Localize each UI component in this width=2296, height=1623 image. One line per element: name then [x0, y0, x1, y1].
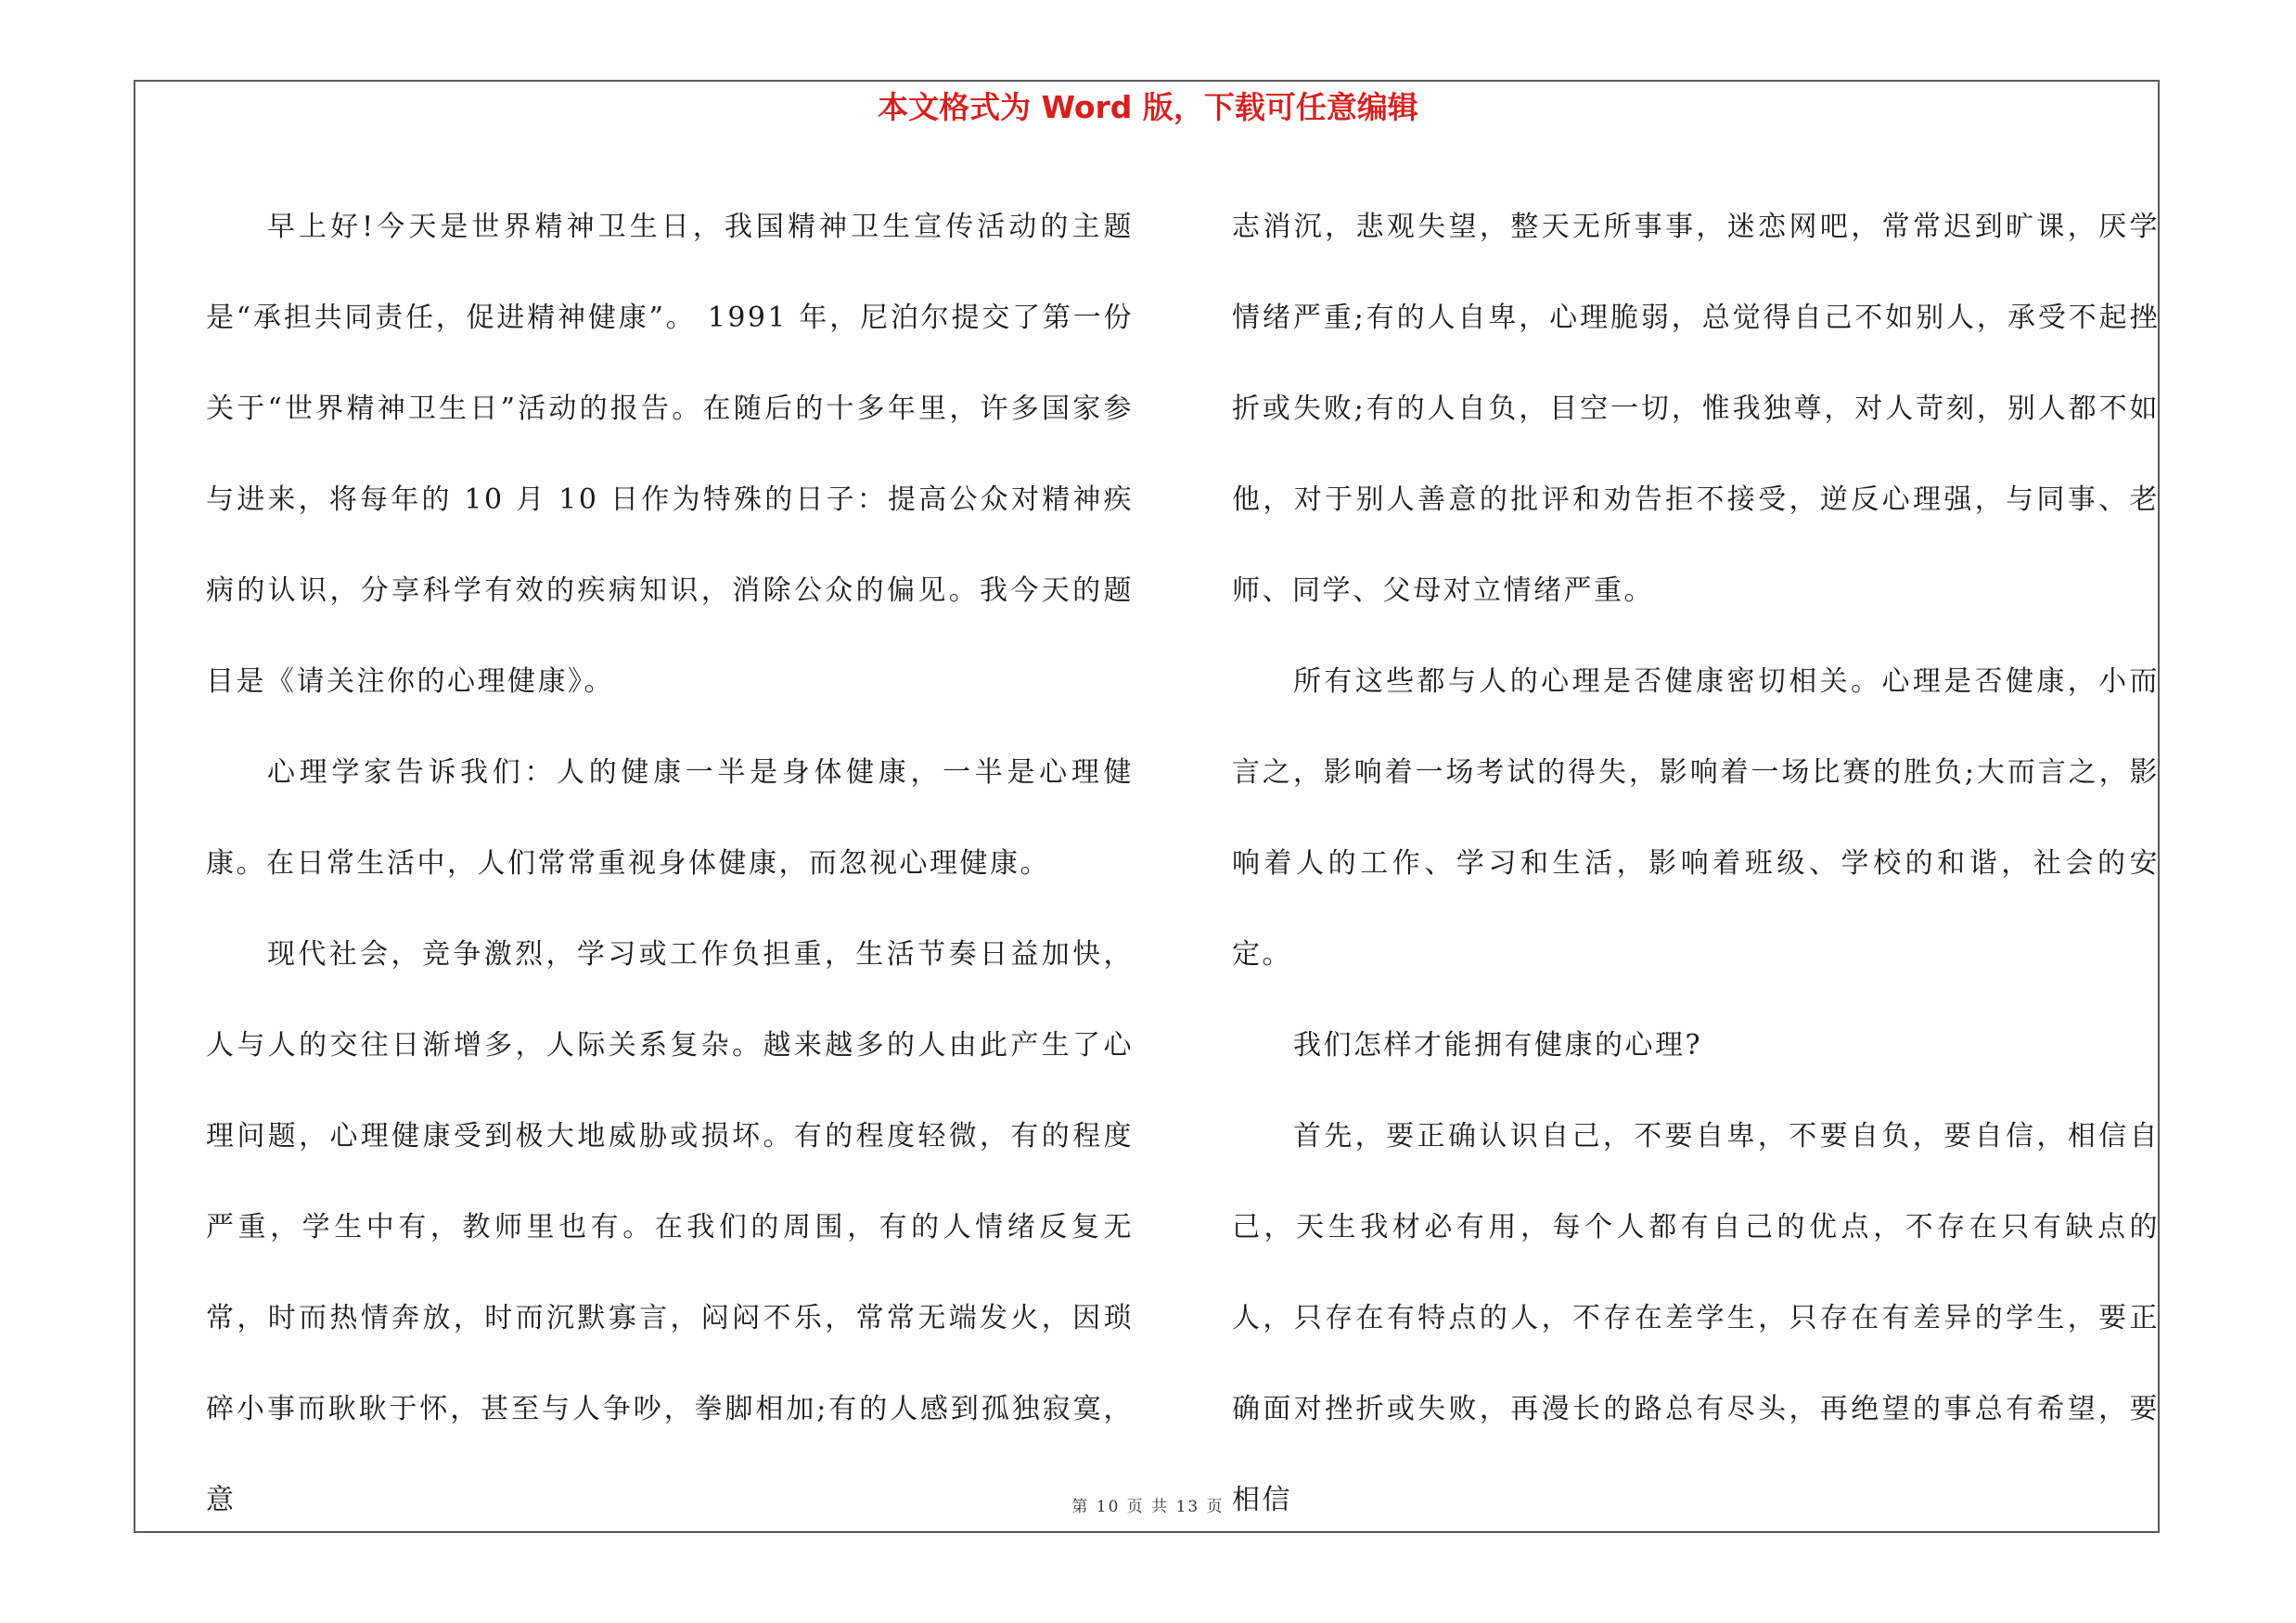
- text-line: 言之，影响着一场考试的得失，影响着一场比赛的胜负;大而言之，: [1232, 756, 2130, 789]
- paragraph-6: [1232, 1091, 2160, 1546]
- text-line: 影响着人的工作、学习和生活，影响着班级、学校的和谐，社会的安: [1232, 756, 2160, 880]
- text-line: 首先，要正确认识自己，不要自卑，不要自负，要自信，相信自: [1293, 1120, 2160, 1153]
- text-line: 是“承担共同责任，促进精神健康”。 1991 年，尼泊尔提交了第一: [206, 302, 1104, 334]
- page-number: 第 10 页 共 13 页: [1071, 1498, 1225, 1516]
- text-line: 人与人的交往日渐增多，人际关系复杂。越来越多的人由此产生了心: [206, 1029, 1134, 1062]
- text-line: 现代社会，竞争激烈，学习或工作负担重，生活节奏日益加快，: [267, 938, 1134, 971]
- text-line: 题目是《请关注你的心理健康》。: [206, 574, 1134, 698]
- text-line: 家参与进来，将每年的 10 月 10 日作为特殊的日子：提高公众对精神: [206, 393, 1134, 516]
- word-format-banner: 本文格式为 Word 版，下载可任意编辑: [878, 89, 1418, 125]
- text-line: 只存在有特点的人，不存在差学生，只存在有差异的学生，要正确面: [1232, 1302, 2161, 1425]
- paragraph-4: [1232, 637, 2160, 1000]
- left-column: [206, 182, 1134, 1546]
- text-line: 不如他，对于别人善意的批评和劝告拒不接受，逆反心理强，与同事、: [1232, 393, 2161, 516]
- text-line: 份关于“世界精神卫生日”活动的报告。在随后的十多年里，许多国: [206, 302, 1134, 425]
- text-line: 在日常生活中，人们常常重视身体健康，而忽视心理健康。: [266, 847, 1050, 880]
- paragraph-3: [206, 909, 1134, 1546]
- paragraph-3-continued: [1232, 182, 2160, 637]
- text-line: 早上好!今天是世界精神卫生日，我国精神卫生宣传活动的主题: [267, 211, 1134, 243]
- text-line: 事而耿耿于怀，甚至与人争吵，拳脚相加;有的人感到孤独寂寞，意: [206, 1393, 1134, 1516]
- text-line: 理问题，心理健康受到极大地威胁或损坏。有的程度轻微，有的程度: [206, 1120, 1134, 1153]
- text-line: 我们怎样才能拥有健康的心理?: [1293, 1029, 1703, 1062]
- text-line: 对挫折或失败，再漫长的路总有尽头，再绝望的事总有希望，要相信: [1232, 1393, 2161, 1516]
- paragraph-2: [206, 728, 1134, 909]
- text-line: 心理学家告诉我们：人的健康一半是身体健康，一半是心理健康。: [206, 756, 1134, 880]
- text-line: 情绪严重;有的人自卑，心理脆弱，总觉得自己不如别人，承受不起: [1232, 302, 2130, 334]
- text-line: 志消沉，悲观失望，整天无所事事，迷恋网吧，常常迟到旷课，厌学: [1232, 211, 2160, 243]
- text-line: 所有这些都与人的心理是否健康密切相关。心理是否健康，小而: [1293, 665, 2160, 698]
- text-line: 严重，学生中有，教师里也有。在我们的周围，有的人情绪反复无常，: [206, 1211, 1134, 1334]
- text-line: 定。: [1232, 938, 1292, 971]
- text-line: 己，天生我材必有用，每个人都有自己的优点，不存在只有缺点的人，: [1232, 1211, 2160, 1334]
- paragraph-1: [206, 182, 1134, 728]
- text-line: 疾病的认识，分享科学有效的疾病知识，消除公众的偏见。我今天的: [206, 483, 1134, 607]
- text-line: 挫折或失败;有的人自负，目空一切，惟我独尊，对人苛刻，别人都: [1232, 302, 2160, 425]
- text-line: 老师、同学、父母对立情绪严重。: [1232, 483, 2160, 607]
- paragraph-5: [1232, 1000, 2160, 1091]
- right-column: [1232, 182, 2160, 1546]
- text-line: 时而热情奔放，时而沉默寡言，闷闷不乐，常常无端发火，因琐碎小: [206, 1302, 1135, 1425]
